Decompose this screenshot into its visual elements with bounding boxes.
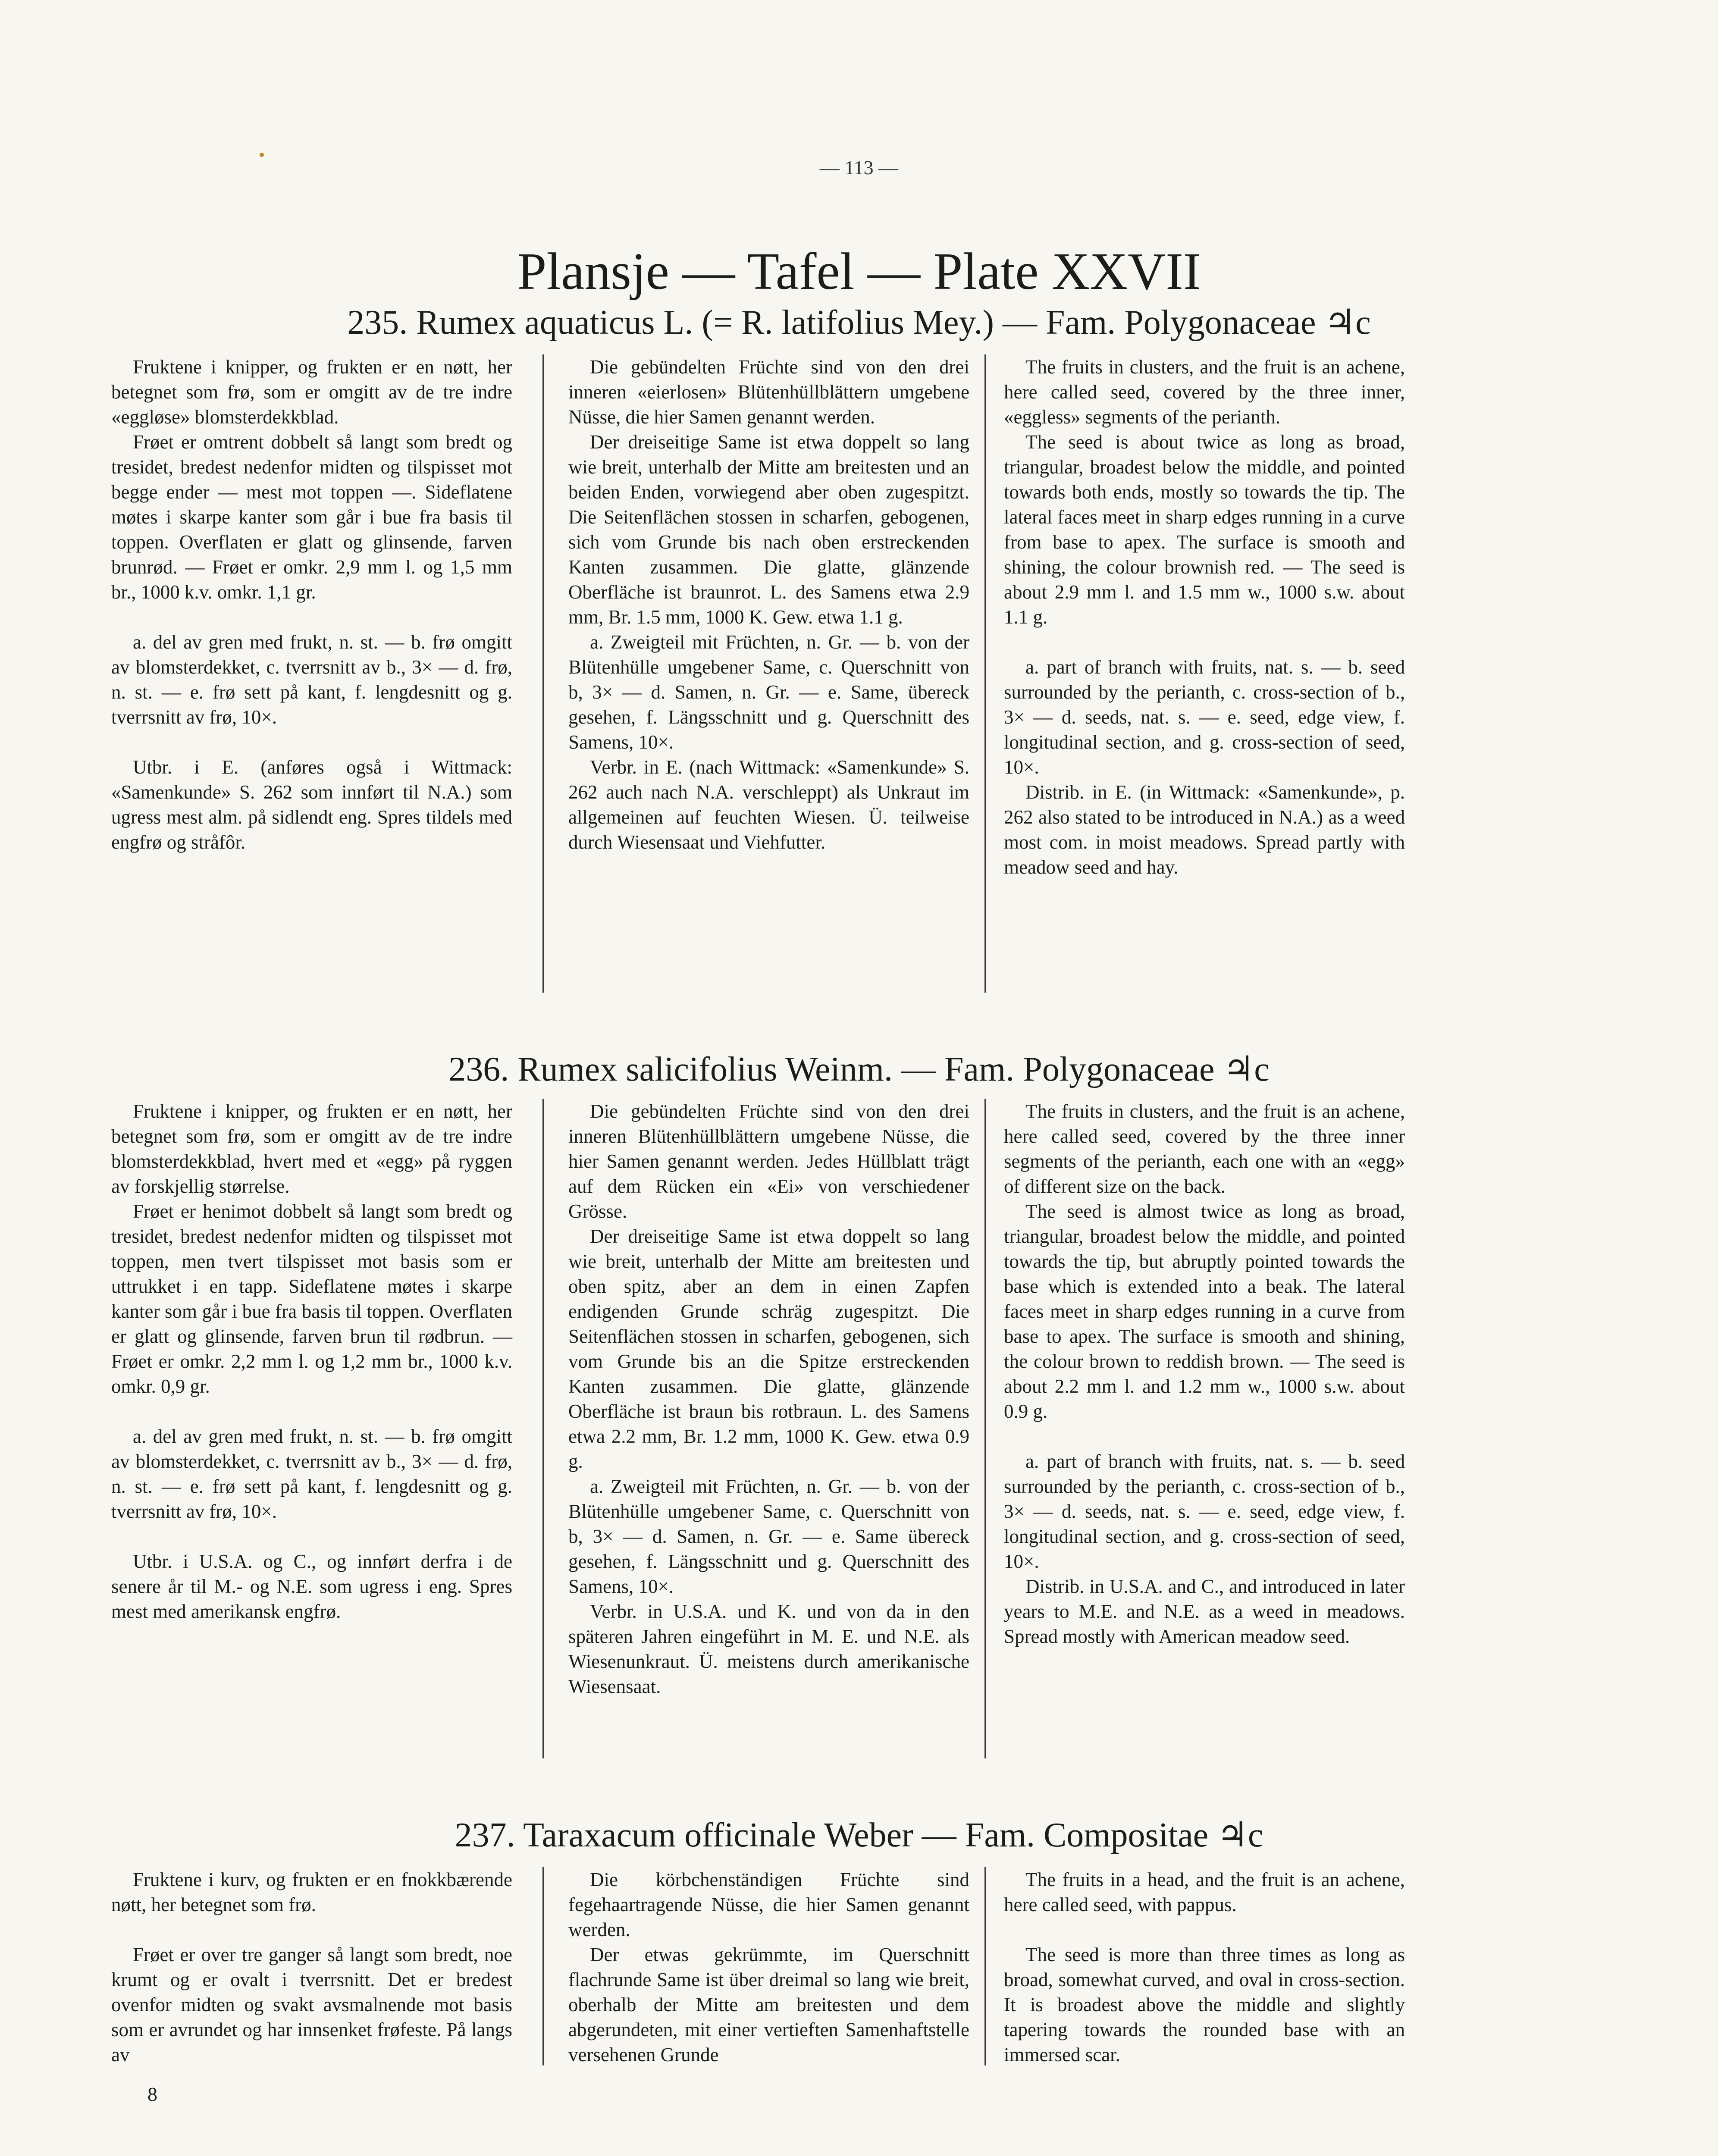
paragraph: Frøet er henimot dobbelt så langt som bredt og tresidet, bredest nedenfor midten og tilspisset mot toppen, men tvert tilspisset mot basis som er uttrukket i en tapp. Sideflatene møtes i skarpe kanter som går i bue fra basis til toppen. Overflaten er glatt og glinsende, farven brun til rødbrun. — Frøet er omkr. 2,2 mm l. og 1,2 mm br., 1000 k.v. omkr. 0,9 gr.: [111, 1200, 512, 1397]
english-column: [1004, 354, 1405, 880]
paragraph: a. Zweigteil mit Früchten, n. Gr. — b. von der Blütenhülle umgebener Same, c. Querschnitt von b, 3× — d. Samen, n. Gr. — e. Same übereck gesehen, f. Längsschnitt und g. Querschnitt des Samens, 10×.: [568, 1476, 969, 1597]
german-column: [568, 1099, 969, 1699]
paragraph: Fruktene i knipper, og frukten er en nøtt, her betegnet som frø, som er omgitt av de tre indre «eggløse» blomsterdekkblad.: [111, 356, 512, 428]
column-divider: [542, 1867, 544, 2065]
paragraph: Der dreiseitige Same ist etwa doppelt so lang wie breit, unterhalb der Mitte am breitesten und an beiden Enden, vorwiegend aber oben zugespitzt. Die Seitenflächen stossen in scharfen, gebogenen, sich vom Grunde bis nach oben erstreckenden Kanten zusammen. Die glatte, glänzende Oberfläche ist braunrot. L. des Samens etwa 2.9 mm, Br. 1.5 mm, 1000 K. Gew. etwa 1.1 g.: [568, 431, 969, 628]
norwegian-column: [111, 1867, 512, 2067]
paragraph: The fruits in a head, and the fruit is an achene, here called seed, with pappus.: [1004, 1869, 1405, 1915]
norwegian-column: [111, 1099, 512, 1624]
paragraph: a. del av gren med frukt, n. st. — b. frø omgitt av blomsterdekket, c. tverrsnitt av b., 3× — d. frø, n. st. — e. frø sett på kant, f. lengdesnitt og g. tverrsnitt av frø, 10×.: [111, 631, 512, 728]
english-column: [1004, 1099, 1405, 1649]
english-column: [1004, 1867, 1405, 2067]
plate-title: Plansje — Tafel — Plate XXVII: [517, 242, 1201, 301]
column-divider: [984, 1099, 986, 1758]
paragraph: The fruits in clusters, and the fruit is an achene, here called seed, covered by the three inner, «eggless» segments of the perianth.: [1004, 356, 1405, 428]
paragraph: a. part of branch with fruits, nat. s. — b. seed surrounded by the perianth, c. cross-section of b., 3× — d. seeds, nat. s. — e. seed, edge view, f. longitudinal section, and g. cross-section of seed, 10×.: [1004, 656, 1405, 778]
german-column: [568, 354, 969, 855]
signature-mark: 8: [147, 2083, 157, 2105]
paragraph: Distrib. in E. (in Wittmack: «Samenkunde», p. 262 also stated to be introduced in N.A.) as a weed most com. in moist meadows. Spread partly with meadow seed and hay.: [1004, 781, 1405, 878]
species-heading-235: 235. Rumex aquaticus L. (= R. latifolius Mey.) — Fam. Polygonaceae ♃c: [347, 304, 1371, 342]
paragraph: Verbr. in U.S.A. und K. und von da in den späteren Jahren eingeführt in M. E. und N.E. als Wiesenunkraut. Ü. meistens durch amerikanische Wiesensaat.: [568, 1601, 969, 1697]
paragraph: Utbr. i E. (anføres også i Wittmack: «Samenkunde» S. 262 som innført til N.A.) som ugress mest alm. på sidlendt eng. Spres tildels med engfrø og stråfôr.: [111, 756, 512, 853]
species-heading-236: 236. Rumex salicifolius Weinm. — Fam. Polygonaceae ♃c: [448, 1050, 1270, 1088]
paragraph: Die gebündelten Früchte sind von den drei inneren «eierlosen» Blütenhüllblättern umgebene Nüsse, die hier Samen genannt werden.: [568, 356, 969, 428]
paragraph: Verbr. in E. (nach Wittmack: «Samenkunde» S. 262 auch nach N.A. verschleppt) als Unkraut im allgemeinen auf feuchten Wiesen. Ü. teilweise durch Wiesensaat und Viehfutter.: [568, 756, 969, 853]
paragraph: The seed is more than three times as long as broad, somewhat curved, and oval in cross-section. It is broadest above the middle and slightly tapering towards the rounded base with an immersed scar.: [1004, 1944, 1405, 2065]
species-heading-237: 237. Taraxacum officinale Weber — Fam. Compositae ♃c: [455, 1816, 1263, 1854]
paragraph: The seed is almost twice as long as broad, triangular, broadest below the middle, and pointed towards the tip, but abruptly pointed towards the base which is extended into a beak. The lateral faces meet in sharp edges running in a curve from base to apex. The surface is smooth and shining, the colour brown to reddish brown. — The seed is about 2.2 mm l. and 1.2 mm w., 1000 s.w. about 0.9 g.: [1004, 1200, 1405, 1422]
norwegian-column: [111, 354, 512, 855]
paragraph: Frøet er omtrent dobbelt så langt som bredt og tresidet, bredest nedenfor midten og tilspisset mot begge ender — mest mot toppen —. Sideflatene møtes i skarpe kanter som går i bue fra basis til toppen. Overflaten er glatt og glinsende, farven brunrød. — Frøet er omkr. 2,9 mm l. og 1,5 mm br., 1000 k.v. omkr. 1,1 gr.: [111, 431, 512, 603]
column-divider: [984, 1867, 986, 2065]
paragraph: Utbr. i U.S.A. og C., og innført derfra i de senere år til M.- og N.E. som ugress i eng. Spres mest med amerikansk engfrø.: [111, 1551, 512, 1622]
paragraph: Fruktene i knipper, og frukten er en nøtt, her betegnet som frø, som er omgitt av de tre indre blomsterdekkblad, hvert med et «egg» på ryggen av forskjellig størrelse.: [111, 1100, 512, 1197]
paragraph: Der etwas gekrümmte, im Querschnitt flachrunde Same ist über dreimal so lang wie breit, oberhalb der Mitte am breitesten und dem abgerundeten, mit einer vertieften Samenhaftstelle versehenen Grunde: [568, 1944, 969, 2065]
paragraph: The fruits in clusters, and the fruit is an achene, here called seed, covered by the three inner segments of the perianth, each one with an «egg» of different size on the back.: [1004, 1100, 1405, 1197]
paragraph: Fruktene i kurv, og frukten er en fnokkbærende nøtt, her betegnet som frø.: [111, 1869, 512, 1915]
paragraph: Frøet er over tre ganger så langt som bredt, noe krumt og er ovalt i tverrsnitt. Det er bredest ovenfor midten og svakt avsmalnende mot basis som er avrundet og har innsenket frøfeste. På langs av: [111, 1944, 512, 2065]
column-divider: [542, 1099, 544, 1758]
german-column: [568, 1867, 969, 2067]
paragraph: Die körbchenständigen Früchte sind fegehaartragende Nüsse, die hier Samen genannt werden.: [568, 1869, 969, 1940]
paragraph: a. del av gren med frukt, n. st. — b. frø omgitt av blomsterdekket, c. tverrsnitt av b., 3× — d. frø, n. st. — e. frø sett på kant, f. lengdesnitt og g. tverrsnitt av frø, 10×.: [111, 1426, 512, 1522]
page-number: — 113 —: [819, 157, 899, 179]
paragraph: The seed is about twice as long as broad, triangular, broadest below the middle, and pointed towards both ends, mostly so towards the tip. The lateral faces meet in sharp edges running in a curve from base to apex. The surface is smooth and shining, the colour brownish red. — The seed is about 2.9 mm l. and 1.5 mm w., 1000 s.w. about 1.1 g.: [1004, 431, 1405, 628]
column-divider: [542, 354, 544, 993]
paragraph: a. Zweigteil mit Früchten, n. Gr. — b. von der Blütenhülle umgebener Same, c. Querschnitt von b, 3× — d. Samen, n. Gr. — e. Same, übereck gesehen, f. Längsschnitt und g. Querschnitt des Samens, 10×.: [568, 631, 969, 753]
paragraph: a. part of branch with fruits, nat. s. — b. seed surrounded by the perianth, c. cross-section of b., 3× — d. seeds, nat. s. — e. seed, edge view, f. longitudinal section, and g. cross-section of seed, 10×.: [1004, 1451, 1405, 1572]
column-divider: [984, 354, 986, 993]
paragraph: Distrib. in U.S.A. and C., and introduced in later years to M.E. and N.E. as a weed in meadows. Spread mostly with American meadow seed.: [1004, 1576, 1405, 1647]
paragraph: Die gebündelten Früchte sind von den drei inneren Blütenhüllblättern umgebene Nüsse, die hier Samen genannt werden. Jedes Hüllblatt trägt auf dem Rücken ein «Ei» von verschiedener Grösse.: [568, 1100, 969, 1222]
paragraph: Der dreiseitige Same ist etwa doppelt so lang wie breit, unterhalb der Mitte am breitesten und oben spitz, aber an dem in einen Zapfen endigenden Grunde schräg zugespitzt. Die Seitenflächen stossen in scharfen, gebogenen, sich vom Grunde bis an die Spitze erstreckenden Kanten zusammen. Die glatte, glänzende Oberfläche ist braun bis rotbraun. L. des Samens etwa 2.2 mm, Br. 1.2 mm, 1000 K. Gew. etwa 0.9 g.: [568, 1225, 969, 1472]
